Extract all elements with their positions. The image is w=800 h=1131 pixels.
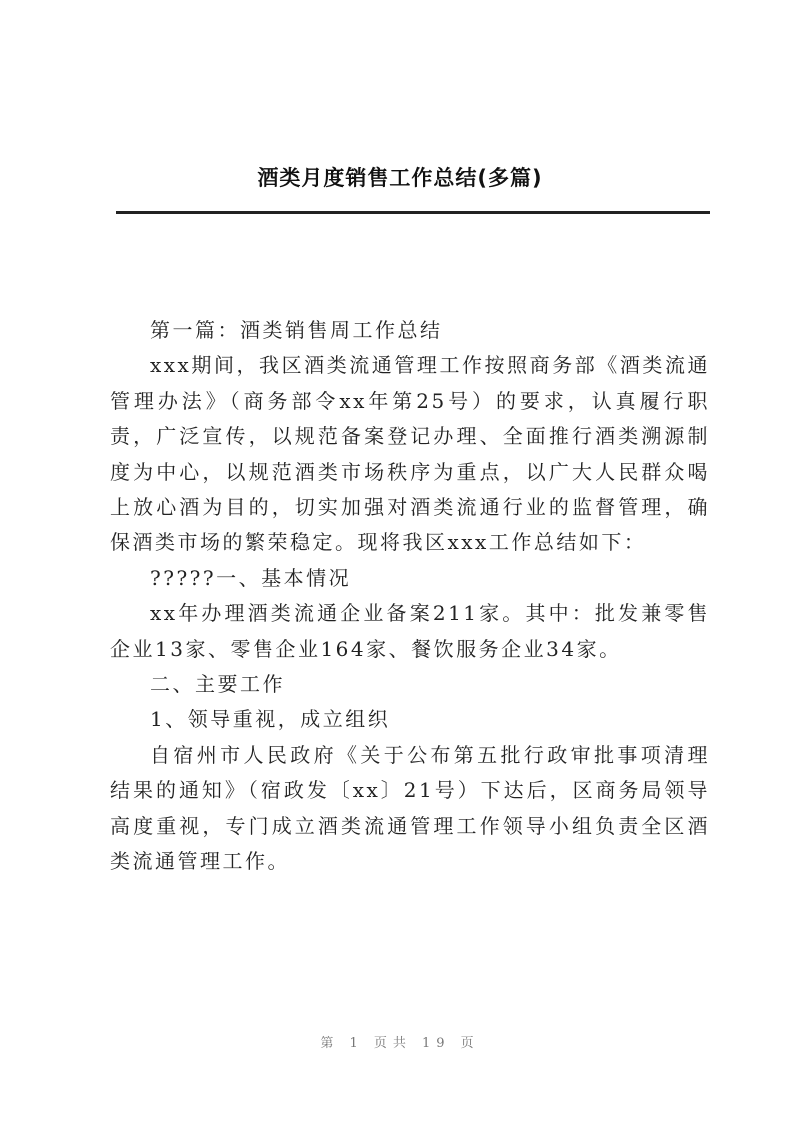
section-heading: 二、主要工作 <box>150 672 285 697</box>
page-number-footer: 第 1 页共 19 页 <box>320 1036 480 1051</box>
body-paragraph: 自宿州市人民政府《关于公布第五批行政审批事项清理结果的通知》（宿政发〔xx〕21号）下达后，区商务局领导高度重视，专门成立酒类流通管理工作领导小组负责全区酒类流通管理工作。 <box>110 742 710 874</box>
body-paragraph: xx年办理酒类流通企业备案211家。其中：批发兼零售企业13家、零售企业164家、餐饮服务企业34家。 <box>110 601 710 661</box>
body-paragraph: xxx期间，我区酒类流通管理工作按照商务部《酒类流通管理办法》（商务部令xx年第25号）的要求，认真履行职责，广泛宣传，以规范备案登记办理、全面推行酒类溯源制度为中心，以规范酒类市场秩序为重点，以广大人民群众喝上放心酒为目的，切实加强对酒类流通行业的监督管理，确保酒类市场的繁荣稳定。现将我区xxx工作总结如下： <box>110 353 710 555</box>
document-title: 酒类月度销售工作总结(多篇) <box>257 166 543 190</box>
title-divider <box>116 211 710 214</box>
section-heading: ?????一、基本情况 <box>150 565 352 590</box>
section-heading: 1、领导重视，成立组织 <box>150 707 391 732</box>
section-heading: 第一篇：酒类销售周工作总结 <box>150 318 443 342</box>
document-body <box>110 313 710 880</box>
